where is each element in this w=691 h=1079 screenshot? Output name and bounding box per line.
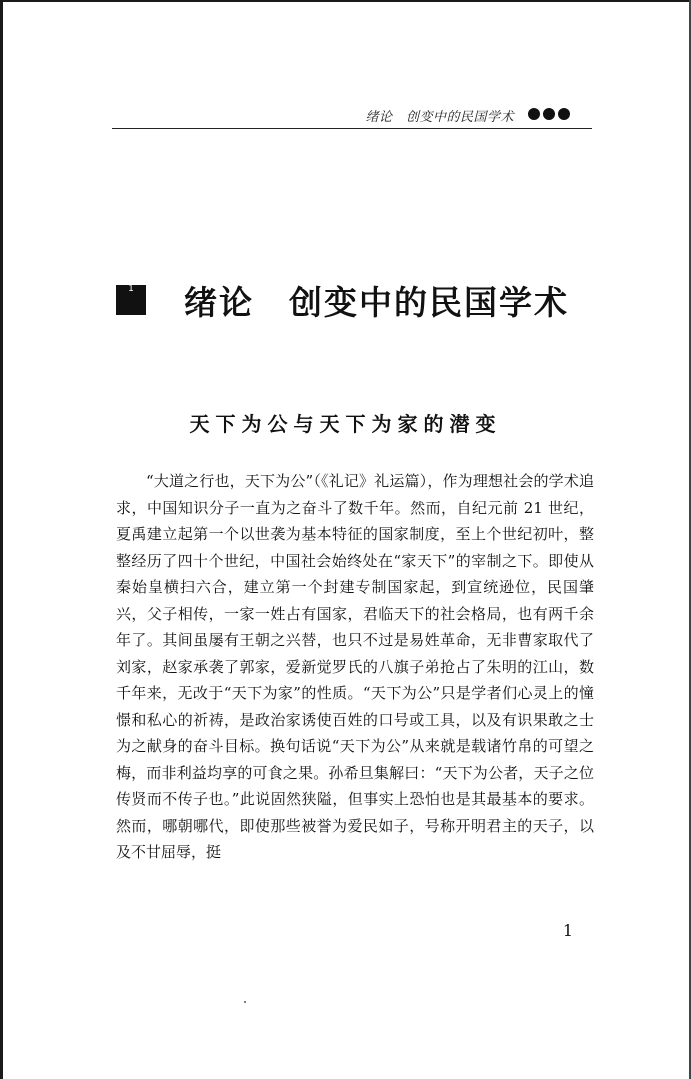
page-border-top (0, 0, 691, 2)
chapter-title: 绪论 创变中的民国学术 (184, 282, 569, 322)
chapter-square-icon (116, 285, 146, 315)
scan-speck (244, 1001, 246, 1003)
dot-icon (543, 108, 555, 120)
header-dots-ornament (528, 108, 570, 120)
page-number: 1 (562, 921, 573, 940)
dot-icon (528, 108, 540, 120)
chapter-heading (116, 275, 596, 325)
dot-icon (558, 108, 570, 120)
running-header-title: 绪论 创变中的民国学术 (365, 110, 514, 125)
page-border-left (0, 0, 3, 1079)
chapter-mark-number: 1 (128, 284, 134, 294)
body-paragraph: “大道之行也，天下为公”（《礼记》礼运篇），作为理想社会的学术追求，中国知识分子一直为之奋斗了数千年。然而，自纪元前 21 世纪，夏禹建立起第一个以世袭为基本特征的国家制度，至上个世纪初叶，整整经历了四十个世纪，中国社会始终处在“家天下”的宰制之下。即使从秦始皇横扫六合，建立第一个封建专制国家起，到宣统逊位，民国肇兴，父子相传，一家一姓占有国家，君临天下的社会格局，也有两千余年了。其间虽屡有王朝之兴替，也只不过是易姓革命，无非曹家取代了刘家，赵家承袭了郭家，爱新觉罗氏的八旗子弟抢占了朱明的江山，数千年来，无改于“天下为家”的性质。“天下为公”只是学者们心灵上的憧憬和私心的祈祷，是政治家诱使百姓的口号或工具，以及有识果敢之士为之献身的奋斗目标。换句话说“天下为公”从来就是载诸竹帛的可望之梅，而非利益均享的可食之果。孙希旦集解曰：“天下为公者，天子之位传贤而不传子也。”此说固然狭隘，但事实上恐怕也是其最基本的要求。然而，哪朝哪代，即使那些被誉为爱民如子，号称开明君主的天子，以及不甘屈辱，挺 (116, 472, 594, 861)
running-header (112, 104, 592, 129)
section-heading: 天下为公与天下为家的潜变 (189, 412, 502, 436)
